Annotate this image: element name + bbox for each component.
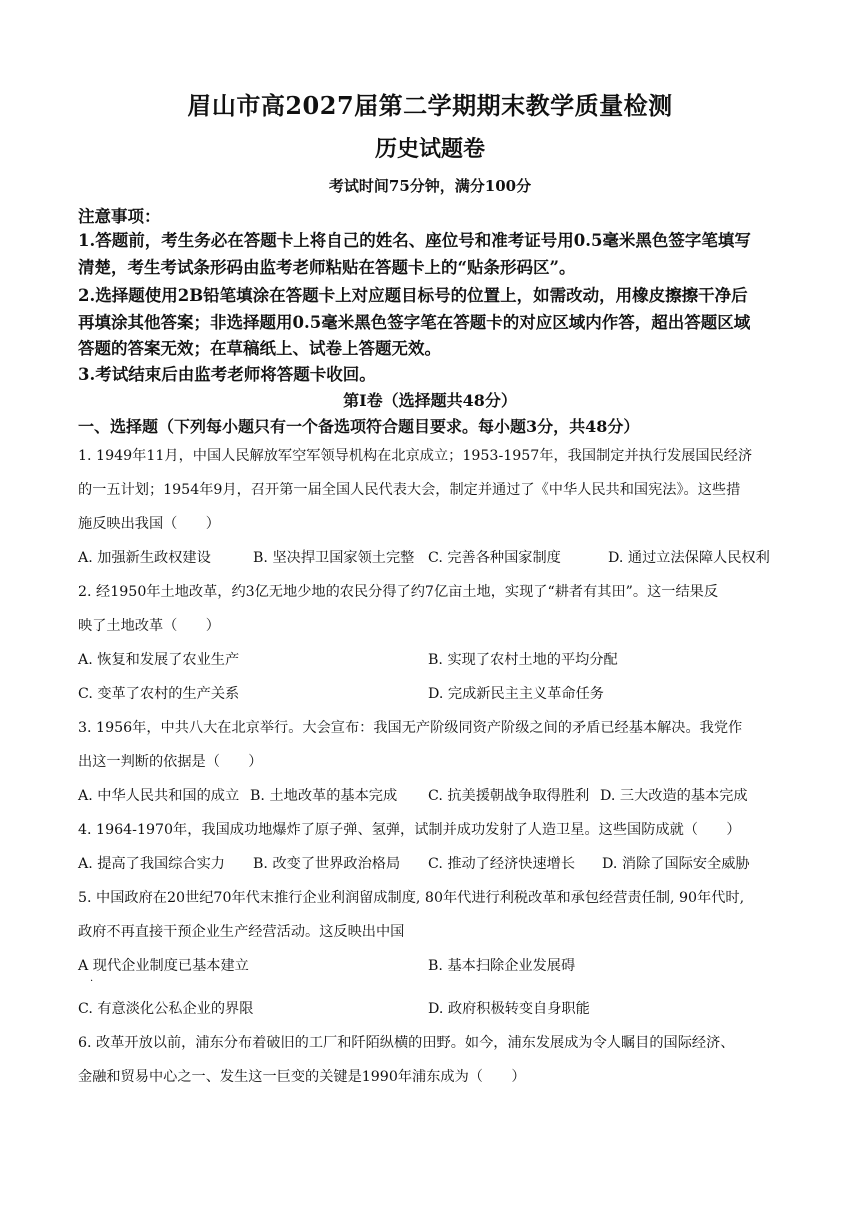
q5-line-2: 政府不再直接干预企业生产经营活动。这反映出中国 bbox=[78, 924, 405, 940]
q2-line-1: 2. 经1950年土地改革，约3亿无地少地的农民分得了约7亿亩土地，实现了“耕者有其田”。这一结果反 bbox=[78, 584, 719, 600]
q5-option-b: B. 基本扫除企业发展碍 bbox=[428, 958, 576, 974]
q1-line-1: 1. 1949年11月，中国人民解放军空军领导机构在北京成立；1953-1957年，我国制定并执行发展国民经济 bbox=[78, 448, 753, 464]
q2-option-a: A. 恢复和发展了农业生产 bbox=[78, 652, 240, 668]
part-1-heading: 第Ⅰ卷（选择题共48分） bbox=[343, 391, 517, 410]
q6-line-2: 金融和贸易中心之一、发生这一巨变的关键是1990年浦东成为（ ） bbox=[78, 1069, 526, 1085]
section-1-heading: 一、选择题（下列每小题只有一个备选项符合题目要求。每小题3分，共48分） bbox=[78, 417, 640, 436]
q4-option-d: D. 消除了国际安全威胁 bbox=[602, 856, 750, 872]
exam-info: 考试时间75分钟，满分100分 bbox=[328, 177, 532, 195]
notes-heading: 注意事项： bbox=[78, 207, 161, 226]
q3-option-a: A. 中华人民共和国的成立 bbox=[78, 788, 240, 804]
q1-line-2: 的一五计划；1954年9月，召开第一届全国人民代表大会，制定并通过了《中华人民共和国宪法》。这些措 bbox=[78, 482, 741, 498]
q4-option-a: A. 提高了我国综合实力 bbox=[78, 856, 225, 872]
note-2-line-3: 答题的答案无效；在草稿纸上、试卷上答题无效。 bbox=[78, 339, 441, 358]
q3-option-b: B. 土地改革的基本完成 bbox=[250, 788, 398, 804]
q2-option-d: D. 完成新民主主义革命任务 bbox=[428, 686, 604, 702]
q2-line-2: 映了土地改革（ ） bbox=[78, 618, 220, 634]
q3-option-d: D. 三大改造的基本完成 bbox=[600, 788, 748, 804]
q4-line-1: 4. 1964-1970年，我国成功地爆炸了原子弹、氢弹，试制并成功发射了人造卫星。这些国防成就（ ） bbox=[78, 822, 741, 838]
q5-line-1: 5. 中国政府在20世纪70年代末推行企业利润留成制度, 80年代进行利税改革和承包经营责任制, 90年代时, bbox=[78, 890, 745, 906]
note-1-line-1: 1.答题前，考生务必在答题卡上将自己的姓名、座位号和准考证号用0.5毫米黑色签字笔填写 bbox=[78, 231, 751, 250]
q1-line-3: 施反映出我国（ ） bbox=[78, 516, 220, 532]
q2-option-b: B. 实现了农村土地的平均分配 bbox=[428, 652, 618, 668]
subject-title: 历史试题卷 bbox=[374, 136, 485, 162]
q1-option-b: B. 坚决捍卫国家领土完整 bbox=[253, 550, 415, 566]
note-2-line-1: 2.选择题使用2B铅笔填涂在答题卡上对应题目标号的位置上，如需改动，用橡皮擦擦干净后 bbox=[78, 286, 748, 305]
q4-option-c: C. 推动了经济快速增长 bbox=[428, 856, 576, 872]
q1-option-d: D. 通过立法保障人民权利 bbox=[608, 550, 770, 566]
q5-option-a: A 现代企业制度已基本建立 bbox=[78, 958, 249, 974]
q2-option-c: C. 变革了农村的生产关系 bbox=[78, 686, 240, 702]
q1-option-a: A. 加强新生政权建设 bbox=[78, 550, 211, 566]
note-3: 3.考试结束后由监考老师将答题卡收回。 bbox=[78, 365, 376, 384]
stray-dot: · bbox=[90, 976, 94, 987]
q6-line-1: 6. 改革开放以前，浦东分布着破旧的工厂和阡陌纵横的田野。如今，浦东发展成为令人瞩目的国际经济、 bbox=[78, 1035, 735, 1051]
q5-option-c: C. 有意淡化公私企业的界限 bbox=[78, 1001, 254, 1017]
exam-title: 眉山市高2027届第二学期期末教学质量检测 bbox=[187, 91, 673, 120]
q3-line-2: 出这一判断的依据是（ ） bbox=[78, 754, 263, 770]
q5-option-d: D. 政府积极转变自身职能 bbox=[428, 1001, 590, 1017]
q4-option-b: B. 改变了世界政治格局 bbox=[253, 856, 401, 872]
q1-option-c: C. 完善各种国家制度 bbox=[428, 550, 561, 566]
q3-option-c: C. 抗美援朝战争取得胜利 bbox=[428, 788, 590, 804]
note-1-line-2: 清楚，考生考试条形码由监考老师粘贴在答题卡上的“贴条形码区”。 bbox=[78, 258, 576, 277]
note-2-line-2: 再填涂其他答案；非选择题用0.5毫米黑色签字笔在答题卡的对应区域内作答，超出答题区域 bbox=[78, 313, 751, 332]
q3-line-1: 3. 1956年，中共八大在北京举行。大会宣布：我国无产阶级同资产阶级之间的矛盾已经基本解决。我党作 bbox=[78, 720, 743, 736]
